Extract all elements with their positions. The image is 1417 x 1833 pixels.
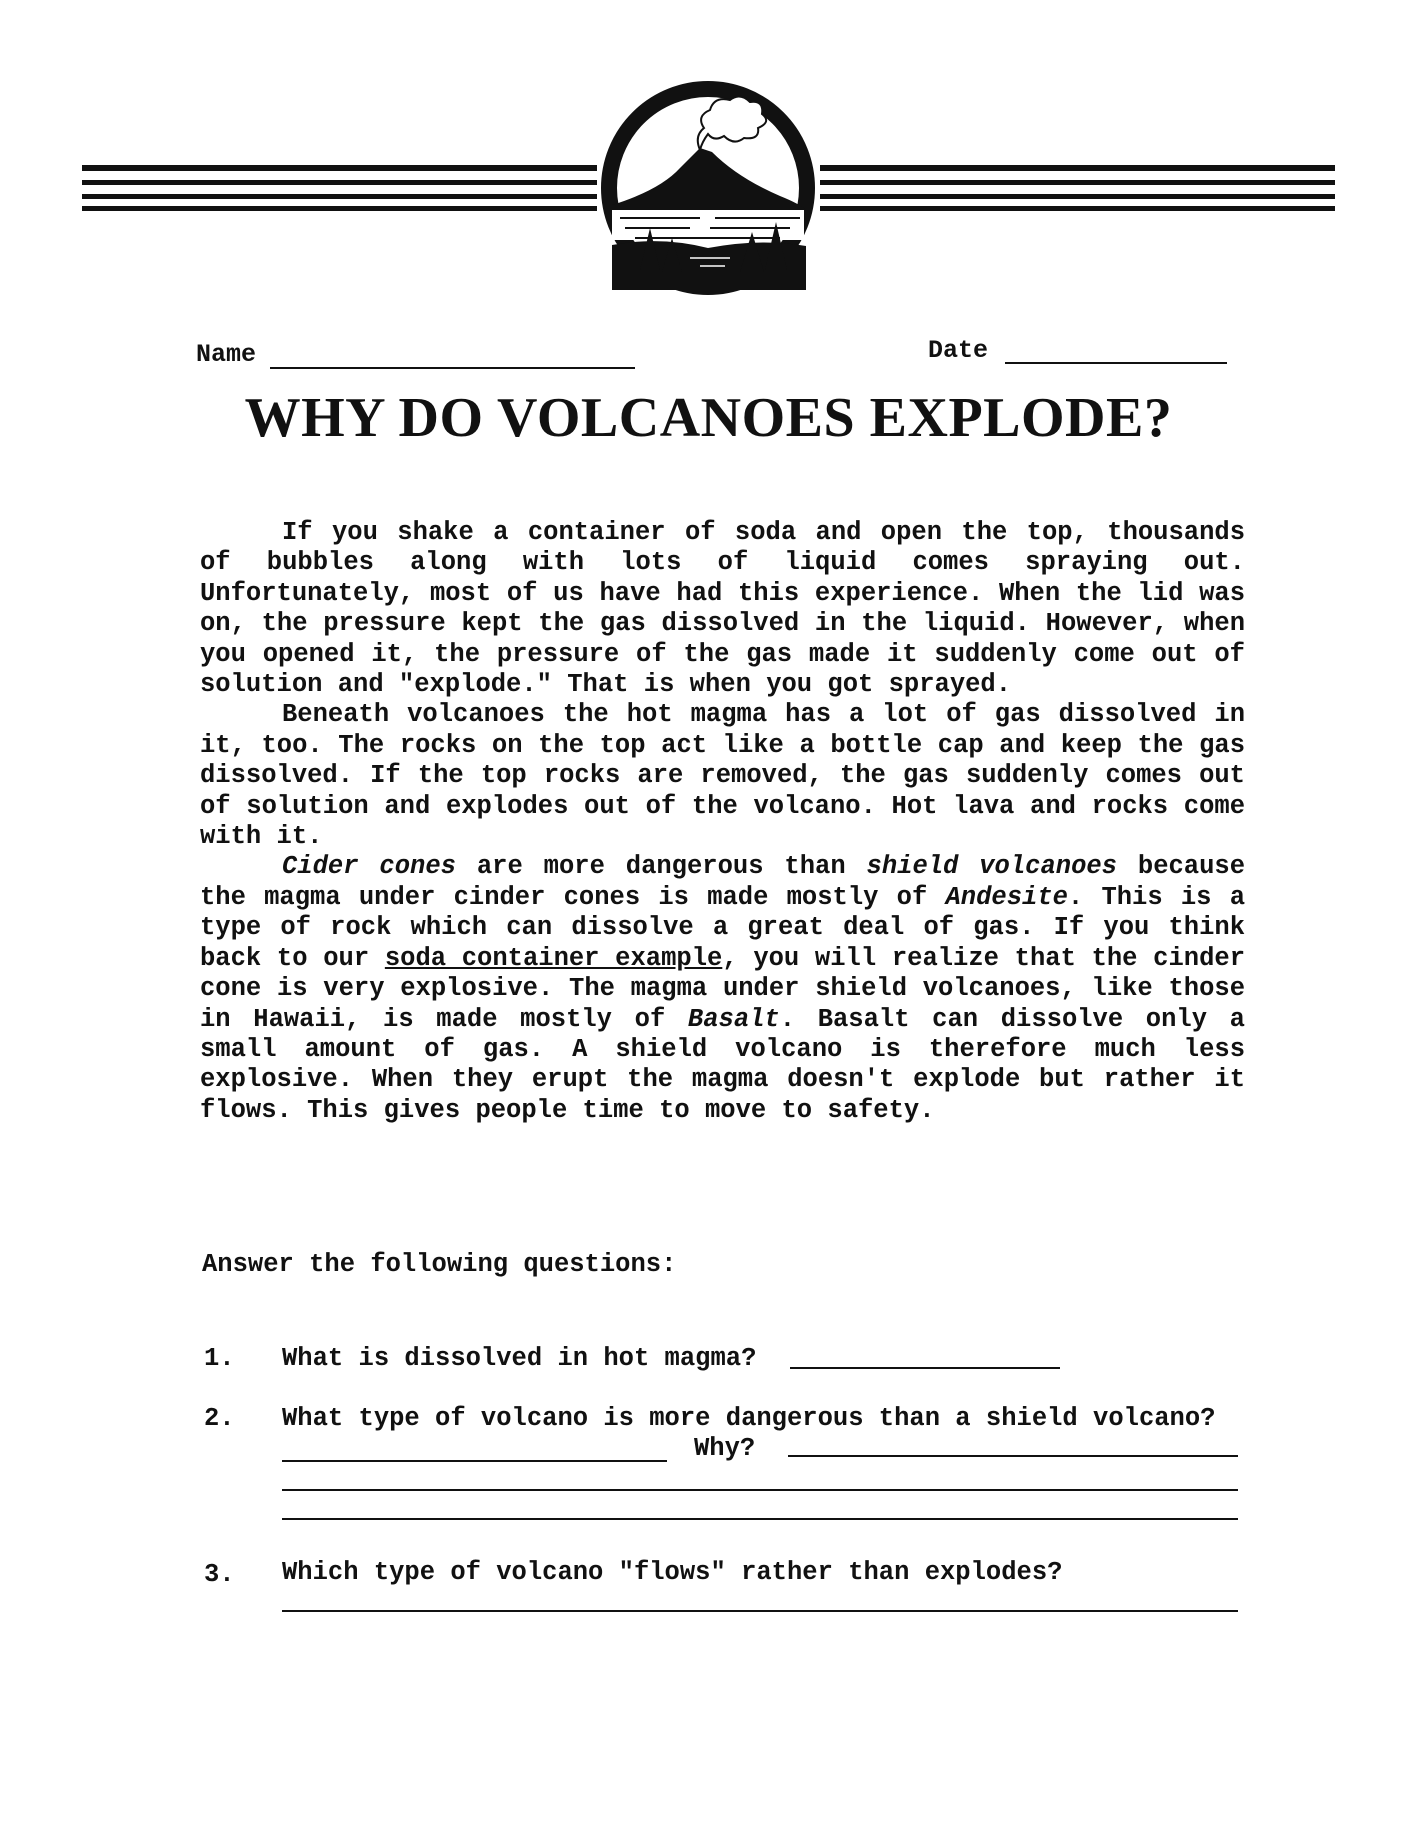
paragraph-3-segment: soda container example: [384, 943, 723, 973]
paragraph-3-segment: are more dangerous than: [455, 852, 867, 882]
name-blank[interactable]: [270, 367, 635, 369]
answer-blank-3[interactable]: [282, 1610, 1238, 1612]
paragraph-3-segment: , you will realize that the cinder cone is very explosive. The magma under shield volcanoes, like those in Hawaii, is made mostly of: [200, 943, 1246, 1034]
questions-intro: Answer the following questions:: [202, 1250, 677, 1279]
paragraph-3-segment: Andesite: [945, 882, 1068, 912]
question-number-3: 3.: [204, 1560, 235, 1589]
date-label: Date: [928, 336, 989, 365]
why-label: Why?: [694, 1434, 756, 1463]
question-text-2: What type of volcano is more dangerous than a shield volcano?: [282, 1404, 1216, 1433]
answer-blank-2a[interactable]: [282, 1460, 667, 1462]
paragraph-3-segment: shield volcanoes: [866, 852, 1117, 882]
paragraph-3-segment: Cider cones: [282, 852, 456, 882]
question-text-1: What is dissolved in hot magma?: [282, 1344, 757, 1373]
paragraph-3-segment: . This is a type of rock which can dissolve a great deal of gas. If you think back to our: [200, 882, 1246, 973]
paragraph-1: [200, 518, 1245, 700]
question-text-3: Which type of volcano "flows" rather than explodes?: [282, 1558, 1063, 1587]
paragraph-2: [200, 700, 1245, 852]
reading-passage: [200, 518, 1245, 1126]
answer-blank-2c[interactable]: [282, 1489, 1238, 1491]
answer-blank-1[interactable]: [790, 1367, 1060, 1369]
answer-blank-2b[interactable]: [788, 1455, 1238, 1457]
volcano-emblem-icon: [609, 89, 807, 290]
question-number-1: 1.: [204, 1344, 235, 1373]
page-title: WHY DO VOLCANOES EXPLODE?: [244, 387, 1173, 449]
name-label: Name: [196, 340, 257, 369]
volcano-logo-header: [0, 0, 1417, 340]
paragraph-3-segment: . Basalt can dissolve only a small amount of gas. A shield volcano is therefore much less explosive. When they erupt the magma doesn't explode but rather it flows. This gives people time to move to safety.: [200, 1004, 1245, 1125]
date-blank[interactable]: [1005, 362, 1227, 364]
paragraph-1-segment: If you shake a container of soda and open the top, thousands of bubbles along with lots of liquid comes spraying out. Unfortunately, most of us have had this experience. When the lid was on, the pressure kept the gas dissolved in the liquid. However, when you opened it, the pressure of the gas made it suddenly come out of solution and "explode." That is when you got sprayed.: [200, 518, 1245, 700]
paragraph-3-segment: because the magma under cinder cones is made mostly of: [200, 852, 1246, 912]
paragraph-3: [200, 852, 1245, 1126]
question-number-2: 2.: [204, 1404, 235, 1433]
paragraph-3-segment: Basalt: [687, 1004, 780, 1034]
paragraph-2-segment: Beneath volcanoes the hot magma has a lot of gas dissolved in it, too. The rocks on the top act like a bottle cap and keep the gas dissolved. If the top rocks are removed, the gas suddenly comes out of solution and explodes out of the volcano. Hot lava and rocks come with it.: [200, 700, 1245, 852]
answer-blank-2d[interactable]: [282, 1518, 1238, 1520]
